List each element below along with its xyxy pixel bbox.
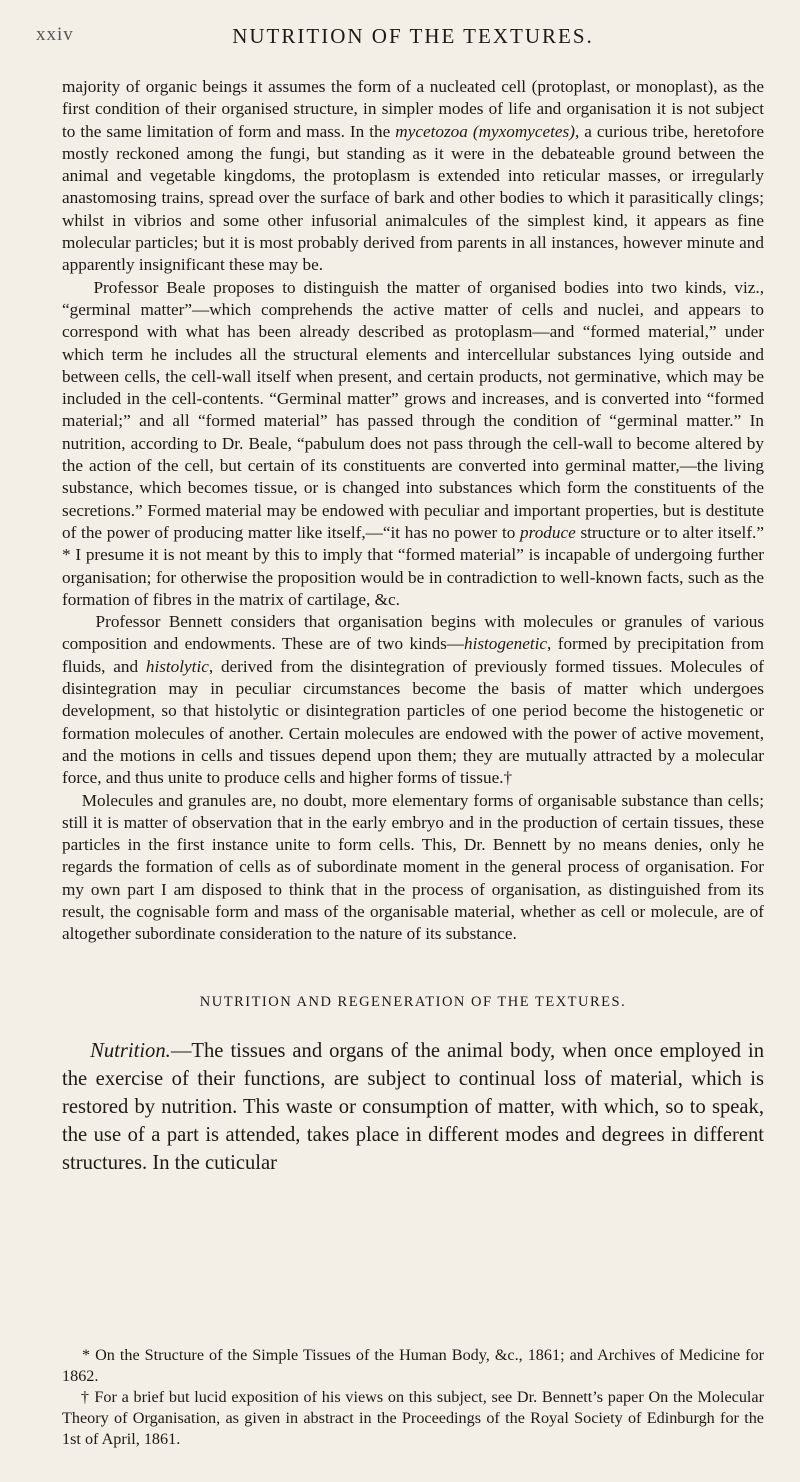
- section-body: [62, 1037, 764, 1177]
- paragraph-2-text-b: structure or to alter itself.” * I presume it is not meant by this to imply that “formed material” is incapable of undergoing further organisation; for otherwise the proposition would be in contradiction to well-known facts, such as the formation of fibres in the matrix of cartilage, &c.: [62, 522, 764, 609]
- page-header: [36, 14, 764, 50]
- footnote-2: [62, 1387, 764, 1450]
- footnote-1-text: * On the Structure of the Simple Tissues of the Human Body, &c., 1861; and Archives of Medicine for 1862.: [62, 1346, 765, 1385]
- paragraph-2-italic: produce: [520, 522, 576, 542]
- paragraph-3-text-c: , derived from the disintegration of previously formed tissues. Molecules of disintegration may in peculiar circumstances become the basis of matter which undergoes development, so that histolytic or disintegration particles of one period become the histogenetic or formation molecules of another. Certain molecules are endowed with the power of active movement, and the motions in cells and tissues depend upon them; they are mutually attracted by a molecular force, and thus unite to produce cells and higher forms of tissue.†: [62, 656, 764, 788]
- section-title: NUTRITION AND REGENERATION OF THE TEXTURES.: [199, 993, 627, 1010]
- footnote-2-text: † For a brief but lucid exposition of his views on this subject, see Dr. Bennett’s paper On the Molecular Theory of Organisation, as given in abstract in the Proceedings of the Royal Society of Edinburgh for the 1st of April, 1861.: [62, 1388, 764, 1448]
- page-number: xxiv: [36, 24, 74, 45]
- paragraph-1-text-b: , a curious tribe, heretofore mostly reckoned among the fungi, but standing as it were in the debateable ground between the animal and vegetable kingdoms, the protoplasm is extended into reticular masses, or irregularly anastomosing trains, spread over the surface of bark and other bodies to which it parasitically clings; whilst in vibrios and some other infusorial animalcules of the simplest kind, it appears as fine molecular particles; but it is most probably derived from parents in all instances, however minute and apparently insignificant these may be.: [62, 121, 764, 275]
- section-lead-italic: Nutrition.: [90, 1039, 171, 1062]
- main-text: [62, 76, 764, 946]
- running-title: NUTRITION OF THE TEXTURES.: [232, 24, 594, 48]
- paragraph-1: [62, 76, 764, 277]
- paragraph-1-text-a: majority of organic beings it assumes the form of a nucleated cell (protoplast, or monoplast), as the first condition of their organised structure, in simpler modes of life and organisation it is not subject to the same limitation of form and mass. In the: [62, 77, 764, 141]
- paragraph-3-text-b: , formed by precipitation from fluids, and: [62, 634, 764, 676]
- paragraph-2-text-a: Professor Beale proposes to distinguish the matter of organised bodies into two kinds, viz., “germinal matter”—which comprehends the active matter of cells and nuclei, and appears to correspond with what has been already described as protoplasm—and “formed material,” under which term he includes all the structural elements and intercellular substances lying outside and between cells, the cell-wall itself when present, and certain products, not germinative, which may be included in the cell-contents. “Germinal matter” grows and increases, and is converted into “formed material;” and all “formed material” has passed through the condition of “germinal matter.” In nutrition, according to Dr. Beale, “pabulum does not pass through the cell-wall to become altered by the action of the cell, but certain of its constituents are converted into germinal matter,—the living substance, which becomes tissue, or is changed into substances which form the constituents of the secretions.” Formed material may be endowed with peculiar and important properties, but is destitute of the power of producing matter like itself,—“it has no power to: [62, 277, 764, 542]
- paragraph-1-italic: mycetozoa (myxomycetes): [395, 121, 575, 141]
- footnotes: [62, 1345, 764, 1450]
- paragraph-4: [62, 790, 764, 946]
- paragraph-3: [62, 611, 764, 789]
- paragraph-2: [62, 277, 764, 611]
- paragraph-3-italic-2: histolytic: [145, 656, 209, 676]
- paragraph-4-text: Molecules and granules are, no doubt, more elementary forms of organisable substance than cells; still it is matter of observation that in the early embryo and in the production of certain tissues, these particles in the first instance unite to form cells. This, Dr. Bennett by no means denies, only he regards the formation of cells as of subordinate moment in the general process of organisation. For my own part I am disposed to think that in the process of organisation, as distinguished from its result, the cognisable form and mass of the organisable material, whether as cell or molecule, are of altogether subordinate consideration to the nature of its substance.: [62, 790, 764, 944]
- section-text: —The tissues and organs of the animal body, when once employed in the exercise of their functions, are subject to continual loss of material, which is restored by nutrition. This waste or consumption of matter, with which, so to speak, the use of a part is attended, takes place in different modes and degrees in different structures. In the cuticular: [62, 1039, 764, 1174]
- footnote-1: [62, 1345, 764, 1387]
- section-paragraph: [62, 1037, 764, 1177]
- paragraph-3-text-a: Professor Bennett considers that organisation begins with molecules or granules of various composition and endowments. These are of two kinds—: [62, 612, 765, 654]
- paragraph-3-italic-1: histogenetic: [463, 634, 548, 654]
